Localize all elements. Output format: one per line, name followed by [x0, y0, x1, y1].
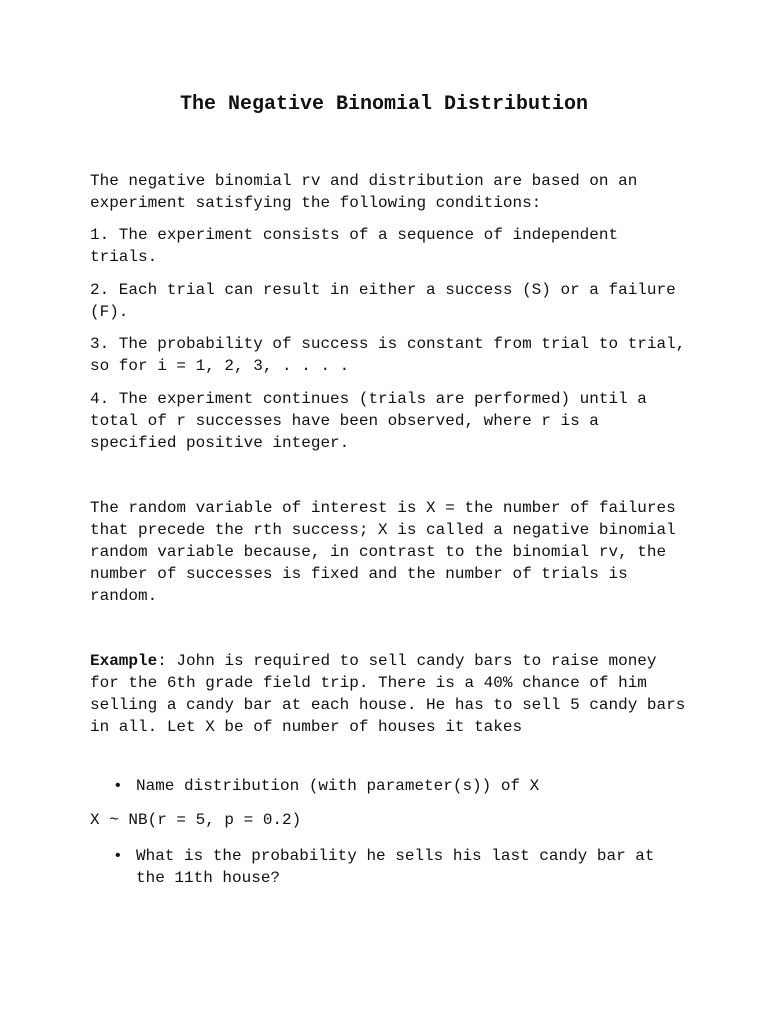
random-variable-paragraph: The random variable of interest is X = the number of failures that precede the rth success; X is called a negative binomial random variable because, in contrast to the binomial rv, the number of successes is fixed and the number of trials is random.: [90, 499, 676, 605]
example-text: : John is required to sell candy bars to raise money for the 6th grade field trip. There is a 40% chance of him selling a candy bar at each house. He has to sell 5 candy bars in all. Let X be of number of houses it takes: [90, 652, 686, 736]
bullet-text-probability: What is the probability he sells his last candy bar at the 11th house?: [136, 847, 655, 887]
bullet-text-distribution: Name distribution (with parameter(s)) of X: [136, 777, 540, 795]
bullet-item-distribution: [90, 775, 690, 797]
condition-4: 4. The experiment continues (trials are performed) until a total of r successes have been observed, where r is a specified positive integer.: [90, 390, 647, 452]
bullet-item-probability: [90, 845, 690, 889]
condition-1: 1. The experiment consists of a sequence of independent trials.: [90, 226, 619, 266]
example-label: Example: [90, 652, 158, 670]
document-title: The Negative Binomial Distribution: [179, 93, 589, 116]
bullet-icon: •: [113, 777, 123, 795]
condition-3: 3. The probability of success is constant from trial to trial, so for i = 1, 2, 3, . . . .: [90, 335, 686, 375]
condition-2: 2. Each trial can result in either a success (S) or a failure (F).: [90, 281, 676, 321]
intro-paragraph: The negative binomial rv and distribution are based on an experiment satisfying the following conditions:: [90, 172, 638, 212]
example-paragraph: [90, 650, 690, 738]
answer-distribution: X ~ NB(r = 5, p = 0.2): [90, 811, 302, 829]
bullet-icon: •: [113, 847, 123, 865]
